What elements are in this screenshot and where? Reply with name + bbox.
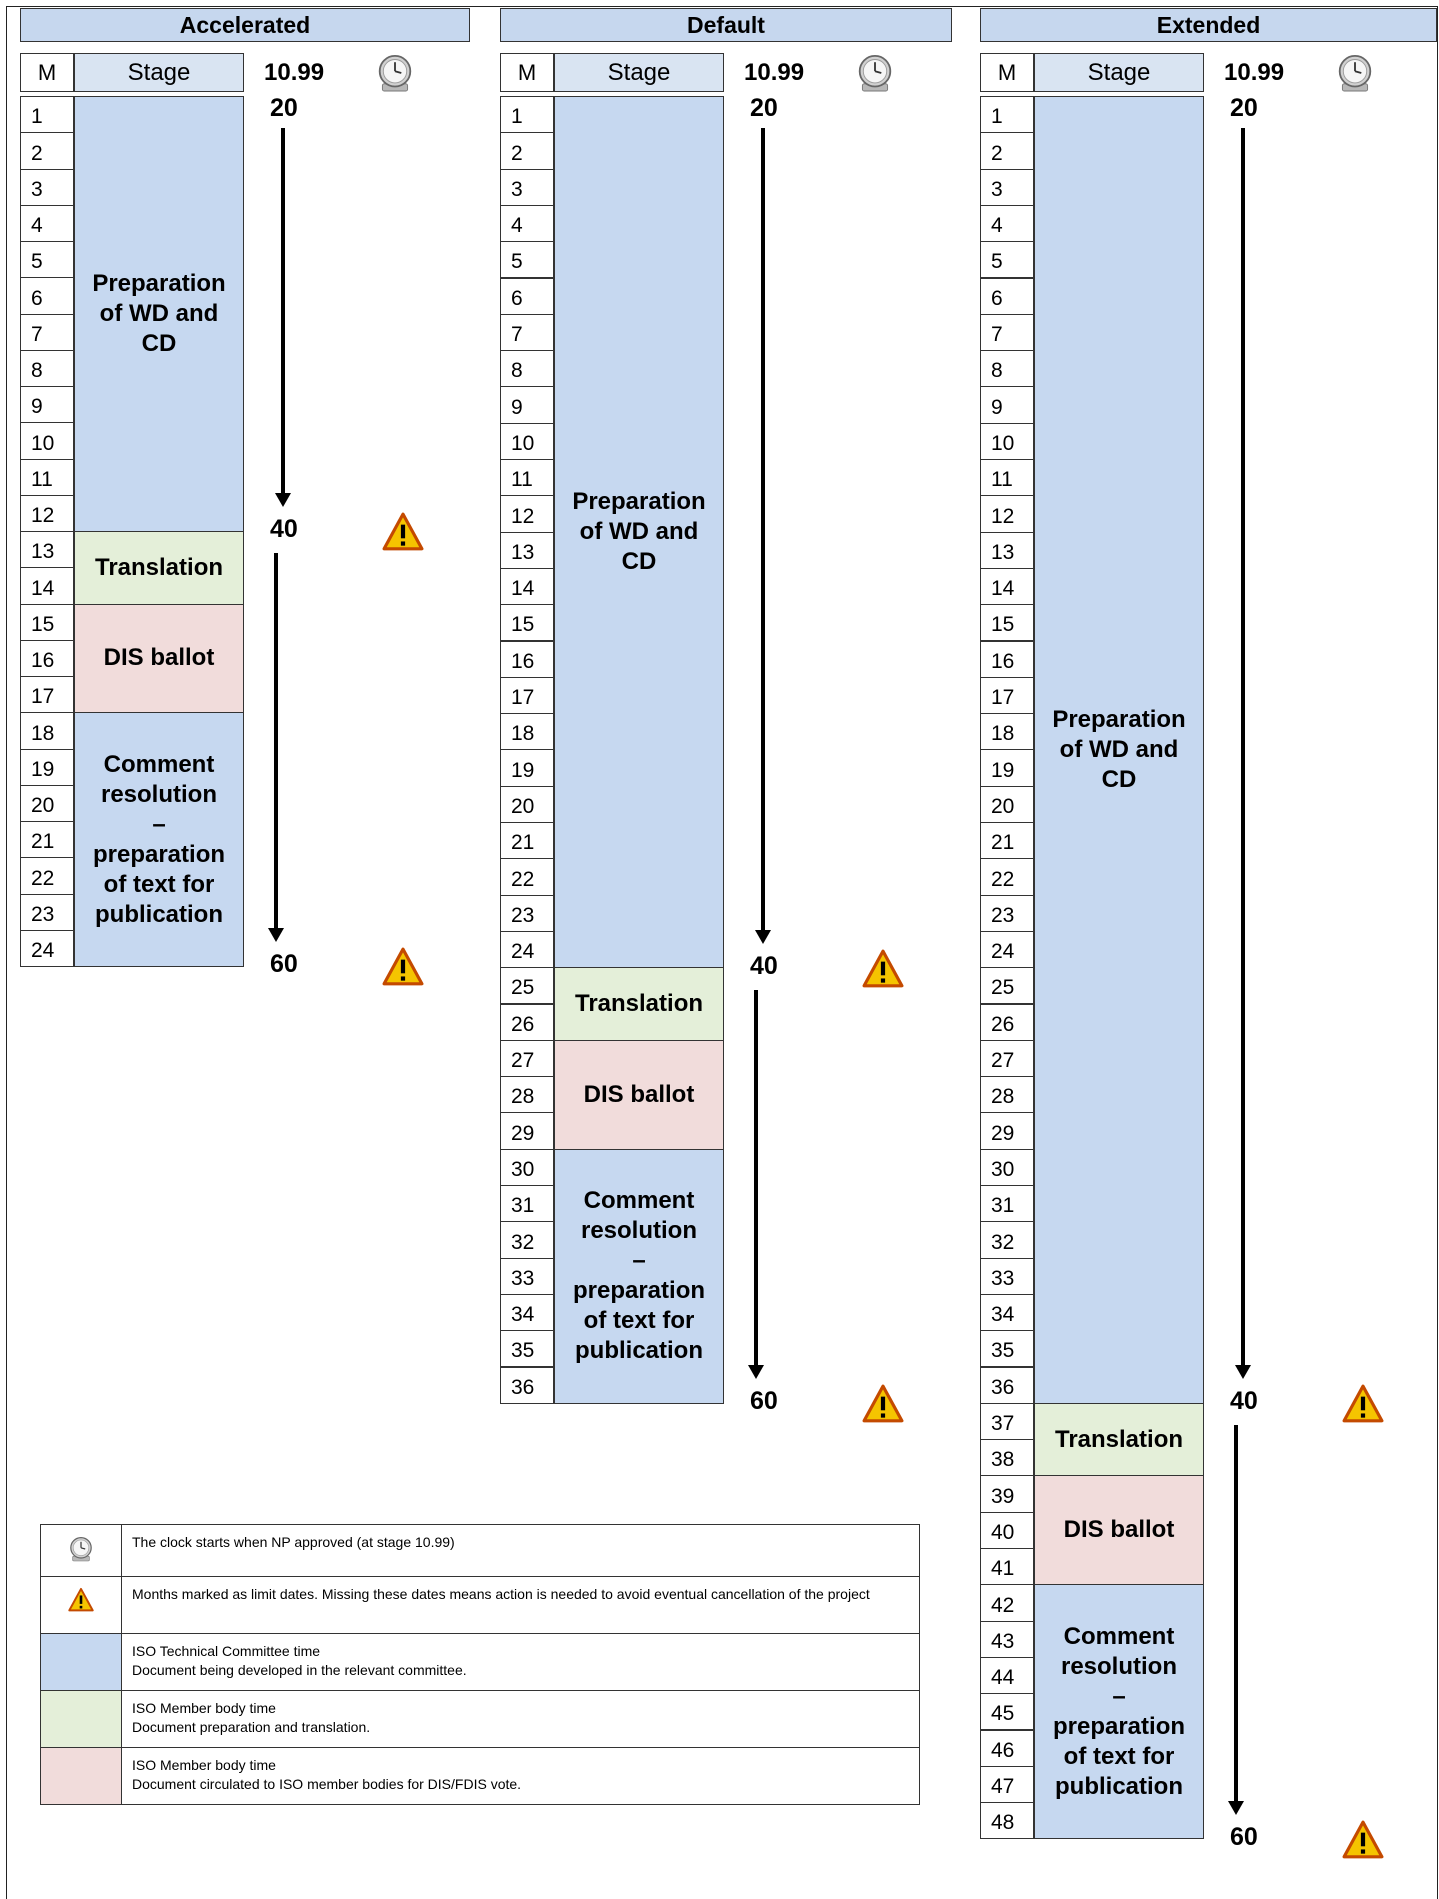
stage-label: Preparation of WD and CD: [92, 270, 226, 357]
warning-icon: [1342, 1819, 1384, 1866]
legend-text-line: Document circulated to ISO member bodies for DIS/FDIS vote.: [132, 1776, 522, 1792]
month-cell: 3: [980, 169, 1034, 206]
month-cell: 39: [980, 1475, 1034, 1512]
month-cell: 19: [980, 749, 1034, 786]
month-cell: 8: [980, 350, 1034, 387]
month-cell: 26: [500, 1004, 554, 1041]
month-cell: 8: [20, 350, 74, 387]
month-cell: 1: [980, 96, 1034, 133]
month-cell: 10: [500, 423, 554, 460]
month-cell: 12: [980, 495, 1034, 532]
stage-block: [74, 531, 244, 605]
warning-icon: [382, 946, 424, 993]
month-cell: 10: [980, 423, 1034, 460]
duration-arrow: [274, 553, 278, 930]
month-cell: 8: [500, 350, 554, 387]
month-cell: 34: [980, 1294, 1034, 1331]
month-cell: 24: [980, 931, 1034, 968]
month-cell: 33: [500, 1258, 554, 1295]
month-cell: 2: [500, 132, 554, 169]
month-cell: 48: [980, 1802, 1034, 1839]
month-cell: 11: [500, 459, 554, 496]
month-cell: 23: [20, 894, 74, 931]
month-cell: 47: [980, 1766, 1034, 1803]
month-cell: 18: [980, 713, 1034, 750]
column-title: Extended: [980, 8, 1437, 42]
legend-text-line: ISO Technical Committee time: [132, 1643, 321, 1659]
month-cell: 2: [980, 132, 1034, 169]
stage-block: [1034, 1584, 1204, 1839]
month-cell: 20: [980, 786, 1034, 823]
month-cell: 35: [500, 1330, 554, 1367]
duration-arrow: [1234, 1425, 1238, 1803]
month-cell: 4: [980, 205, 1034, 242]
legend-row: [41, 1525, 920, 1577]
month-cell: 36: [980, 1367, 1034, 1404]
month-cell: 22: [500, 858, 554, 895]
month-cell: 15: [20, 604, 74, 641]
approval-stage-label: 10.99: [744, 58, 805, 86]
month-cell: 37: [980, 1403, 1034, 1440]
milestone-stage-label: 60: [270, 950, 298, 979]
month-cell: 19: [500, 749, 554, 786]
duration-arrow: [754, 990, 758, 1368]
stage-header: Stage: [74, 53, 244, 92]
stage-block: [1034, 1475, 1204, 1585]
legend-text-line: ISO Member body time: [132, 1700, 276, 1716]
month-cell: 6: [980, 278, 1034, 315]
legend-text: [122, 1525, 920, 1577]
stage-header: Stage: [1034, 53, 1204, 92]
stage-label: DIS ballot: [1063, 1516, 1175, 1544]
month-cell: 6: [500, 278, 554, 315]
column-extended: [980, 8, 1437, 1893]
month-cell: 25: [500, 967, 554, 1004]
month-header: M: [500, 53, 554, 92]
month-cell: 6: [20, 277, 74, 314]
stage-label: Preparation of WD and CD: [572, 488, 706, 576]
month-cell: 42: [980, 1584, 1034, 1621]
stage-label: Translation: [94, 553, 224, 581]
month-cell: 21: [20, 821, 74, 858]
warning-icon: [382, 511, 424, 558]
month-cell: 17: [980, 677, 1034, 714]
month-cell: 27: [980, 1040, 1034, 1077]
month-cell: 44: [980, 1657, 1034, 1694]
month-cell: 5: [500, 241, 554, 278]
month-cell: 24: [20, 930, 74, 967]
legend-text-line: ISO Member body time: [132, 1757, 276, 1773]
clock-icon: [1337, 53, 1373, 98]
month-cell: 1: [20, 96, 74, 133]
month-cell: 21: [980, 822, 1034, 859]
month-cell: 18: [500, 713, 554, 750]
legend-row: [41, 1748, 920, 1805]
milestone-stage-label: 60: [750, 1387, 778, 1416]
stage-label: Comment resolution – preparation of text for publication: [572, 1187, 706, 1365]
clock-icon: [41, 1525, 121, 1563]
milestone-stage-label: 20: [1230, 94, 1258, 122]
month-cell: 36: [500, 1367, 554, 1404]
month-cell: 35: [980, 1330, 1034, 1367]
duration-arrow: [1241, 128, 1245, 1367]
legend-swatch: [41, 1634, 122, 1691]
month-cell: 25: [980, 967, 1034, 1004]
month-cell: 11: [20, 459, 74, 496]
month-cell: 17: [500, 677, 554, 714]
month-cell: 4: [500, 205, 554, 242]
month-cell: 13: [20, 531, 74, 568]
milestone-stage-label: 20: [270, 94, 298, 122]
column-title: Default: [500, 8, 952, 42]
month-cell: 23: [980, 895, 1034, 932]
month-cell: 43: [980, 1621, 1034, 1658]
month-cell: 7: [500, 314, 554, 351]
stage-label: Comment resolution – preparation of text for publication: [1052, 1622, 1186, 1800]
stage-block: [74, 712, 244, 967]
month-cell: 4: [20, 205, 74, 242]
stage-block: [554, 1040, 724, 1150]
legend-text-line: The clock starts when NP approved (at stage 10.99): [132, 1534, 455, 1550]
month-cell: 34: [500, 1294, 554, 1331]
stage-label: Translation: [574, 989, 704, 1017]
legend-text: [122, 1748, 920, 1805]
legend-row: [41, 1634, 920, 1691]
month-cell: 46: [980, 1730, 1034, 1767]
stage-block: [74, 604, 244, 714]
month-cell: 10: [20, 422, 74, 459]
month-cell: 31: [980, 1185, 1034, 1222]
month-cell: 14: [980, 568, 1034, 605]
month-cell: 2: [20, 132, 74, 169]
milestone-stage-label: 60: [1230, 1822, 1258, 1851]
month-cell: 14: [500, 568, 554, 605]
month-cell: 5: [980, 241, 1034, 278]
month-header: M: [980, 53, 1034, 92]
month-cell: 27: [500, 1040, 554, 1077]
month-cell: 32: [980, 1221, 1034, 1258]
month-cell: 11: [980, 459, 1034, 496]
milestone-stage-label: 40: [1230, 1387, 1258, 1416]
month-cell: 9: [980, 386, 1034, 423]
month-cell: 13: [500, 532, 554, 569]
month-cell: 12: [500, 495, 554, 532]
month-header: M: [20, 53, 74, 92]
stage-label: Comment resolution – preparation of text for publication: [92, 750, 226, 928]
legend-swatch: [41, 1691, 122, 1748]
month-cell: 14: [20, 567, 74, 604]
month-cell: 29: [500, 1112, 554, 1149]
month-cell: 15: [980, 604, 1034, 641]
stage-block: [74, 96, 244, 532]
milestone-stage-label: 40: [750, 951, 778, 980]
column-title: Accelerated: [20, 8, 470, 42]
stage-block: [554, 967, 724, 1041]
legend-swatch: [41, 1577, 122, 1634]
milestone-stage-label: 40: [270, 515, 298, 544]
month-cell: 38: [980, 1439, 1034, 1476]
month-cell: 17: [20, 676, 74, 713]
month-cell: 22: [20, 857, 74, 894]
duration-arrow: [281, 128, 285, 495]
stage-block: [554, 96, 724, 968]
month-cell: 16: [500, 641, 554, 678]
month-cell: 5: [20, 241, 74, 278]
month-cell: 30: [980, 1149, 1034, 1186]
stage-label: DIS ballot: [103, 644, 215, 672]
month-cell: 7: [20, 314, 74, 351]
stage-block: [1034, 1403, 1204, 1477]
legend-row: [41, 1577, 920, 1634]
legend-text-line: Document preparation and translation.: [132, 1719, 371, 1735]
legend-text-line: Document being developed in the relevant committee.: [132, 1662, 467, 1678]
month-cell: 18: [20, 712, 74, 749]
month-cell: 13: [980, 532, 1034, 569]
month-cell: 3: [20, 169, 74, 206]
month-cell: 24: [500, 931, 554, 968]
legend-text: [122, 1691, 920, 1748]
month-cell: 7: [980, 314, 1034, 351]
warning-icon: [862, 948, 904, 995]
month-cell: 28: [980, 1076, 1034, 1113]
month-cell: 9: [500, 386, 554, 423]
stage-label: Preparation of WD and CD: [1052, 705, 1186, 793]
month-cell: 12: [20, 495, 74, 532]
month-cell: 28: [500, 1076, 554, 1113]
month-cell: 31: [500, 1185, 554, 1222]
stage-label: Translation: [1054, 1425, 1184, 1453]
month-cell: 30: [500, 1149, 554, 1186]
month-cell: 41: [980, 1548, 1034, 1585]
month-cell: 1: [500, 96, 554, 133]
warning-icon: [862, 1383, 904, 1430]
month-cell: 23: [500, 895, 554, 932]
month-cell: 33: [980, 1258, 1034, 1295]
milestone-stage-label: 20: [750, 94, 778, 122]
legend-text: [122, 1577, 920, 1634]
stage-block: [1034, 96, 1204, 1404]
legend-table: [40, 1524, 920, 1805]
legend-swatch: [41, 1748, 122, 1805]
legend-text-line: Months marked as limit dates. Missing these dates means action is needed to avoid eventual cancellation of the project: [132, 1586, 870, 1602]
month-cell: 21: [500, 822, 554, 859]
clock-icon: [377, 53, 413, 98]
month-cell: 19: [20, 749, 74, 786]
month-cell: 3: [500, 169, 554, 206]
legend-swatch: [41, 1525, 122, 1577]
clock-icon: [857, 53, 893, 98]
warning-icon: [1342, 1383, 1384, 1430]
approval-stage-label: 10.99: [264, 58, 325, 86]
stage-header: Stage: [554, 53, 724, 92]
warning-icon: [41, 1577, 121, 1613]
month-cell: 40: [980, 1512, 1034, 1549]
month-cell: 20: [20, 785, 74, 822]
stage-label: DIS ballot: [583, 1080, 695, 1108]
month-cell: 20: [500, 786, 554, 823]
approval-stage-label: 10.99: [1224, 58, 1285, 86]
month-cell: 16: [980, 641, 1034, 678]
month-cell: 32: [500, 1221, 554, 1258]
month-cell: 15: [500, 604, 554, 641]
month-cell: 22: [980, 858, 1034, 895]
month-cell: 9: [20, 386, 74, 423]
month-cell: 29: [980, 1112, 1034, 1149]
legend-row: [41, 1691, 920, 1748]
duration-arrow: [761, 128, 765, 932]
stage-block: [554, 1149, 724, 1404]
legend-text: [122, 1634, 920, 1691]
month-cell: 26: [980, 1004, 1034, 1041]
month-cell: 45: [980, 1693, 1034, 1730]
month-cell: 16: [20, 640, 74, 677]
